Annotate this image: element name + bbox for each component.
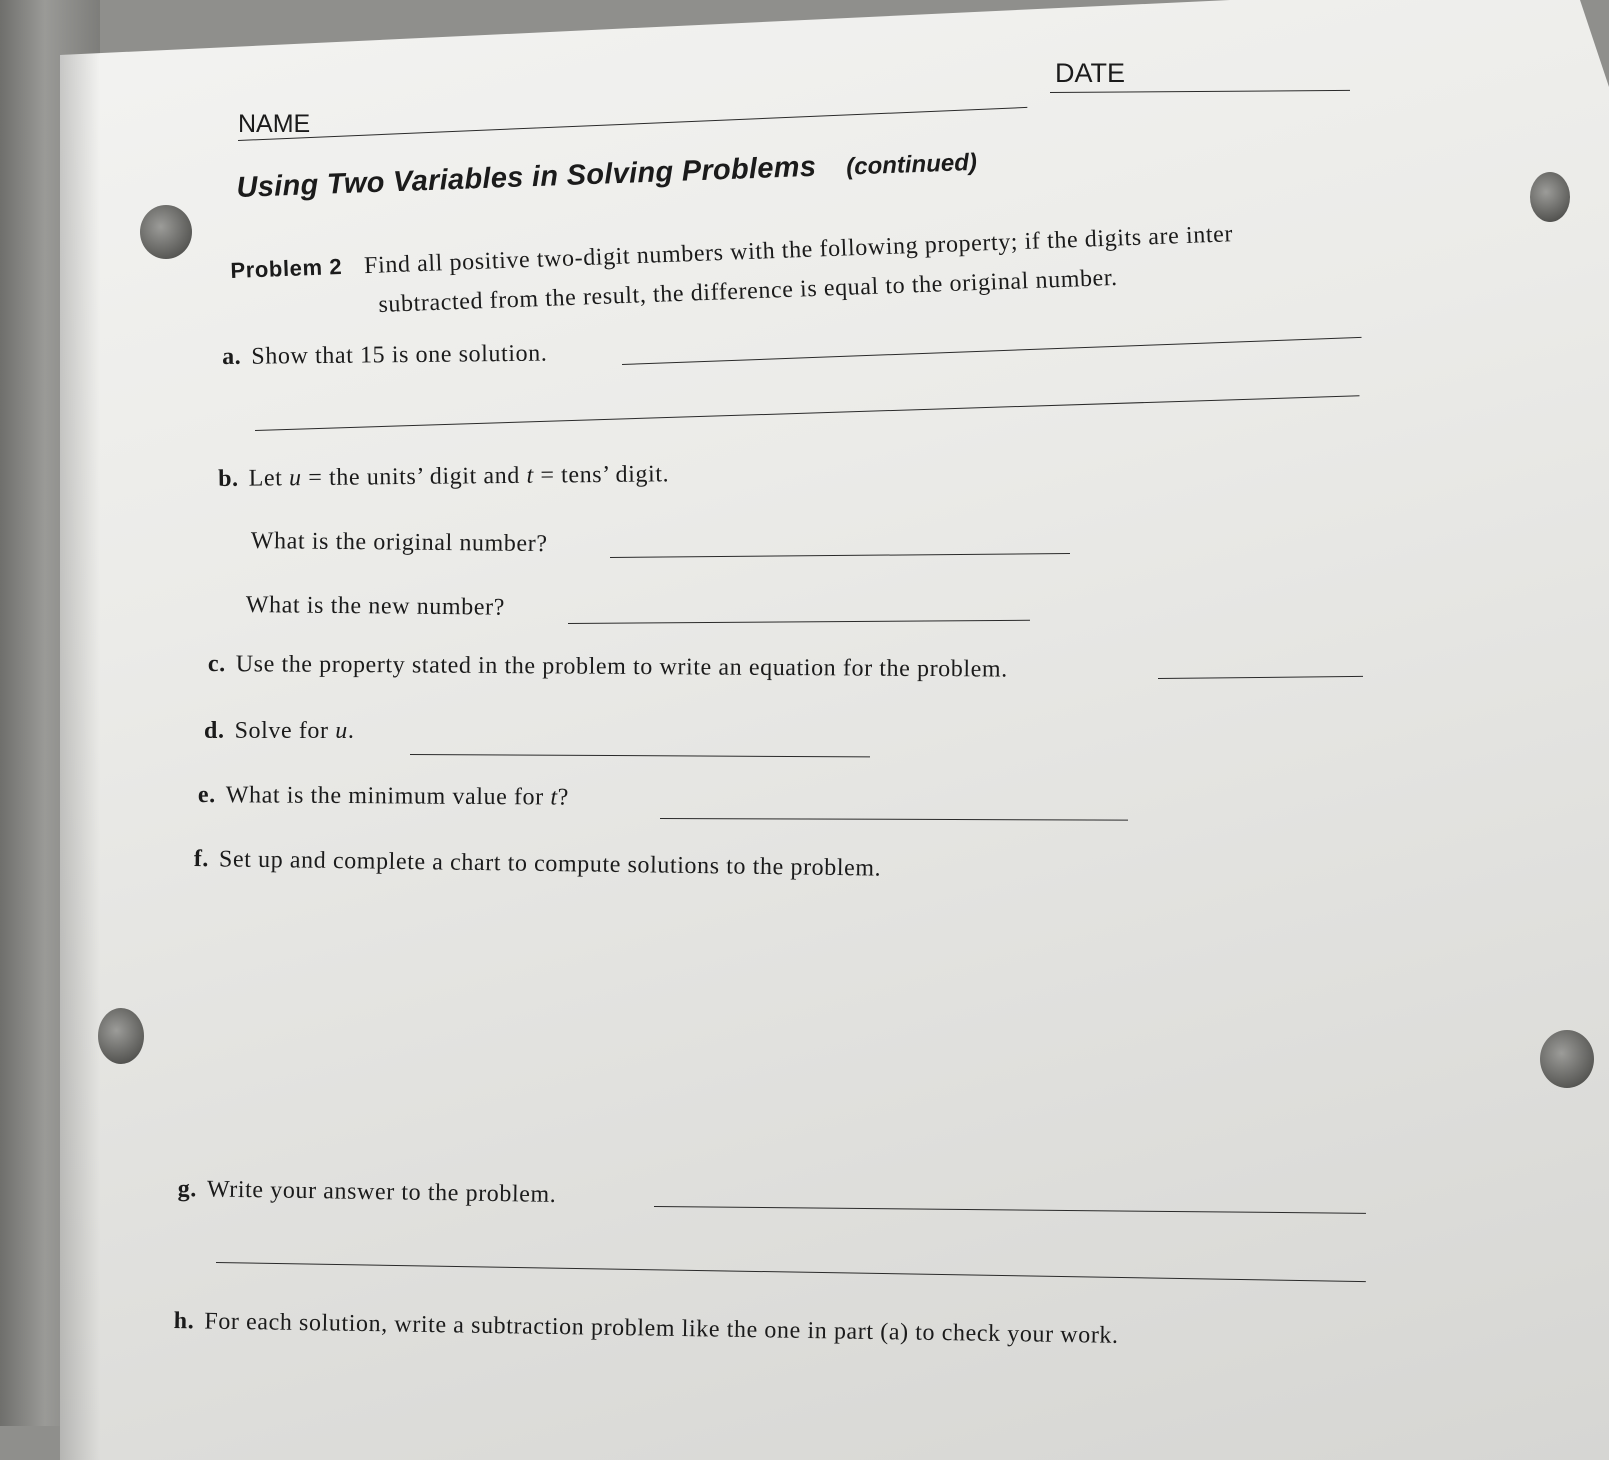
date-field-line[interactable] bbox=[1050, 90, 1350, 93]
part-b-question-1: What is the original number? bbox=[250, 528, 548, 558]
part-d-label: d. bbox=[204, 718, 225, 744]
part-h-label: h. bbox=[173, 1308, 195, 1335]
problem-text-line2: subtracted from the result, the difference is equal to the original number. bbox=[378, 264, 1119, 318]
part-b-text-post: = tens’ digit. bbox=[533, 461, 670, 489]
part-b-var-t: t bbox=[526, 462, 534, 489]
name-field-line[interactable] bbox=[238, 107, 1027, 141]
part-d-text-end: . bbox=[347, 718, 355, 744]
part-b-text-pre: Let bbox=[248, 465, 290, 492]
part-b-var-u: u bbox=[288, 465, 302, 492]
part-b-question-2: What is the new number? bbox=[245, 592, 506, 621]
name-label: NAME bbox=[238, 110, 311, 138]
part-f bbox=[194, 846, 882, 883]
worksheet-title: Using Two Variables in Solving Problems bbox=[236, 150, 817, 204]
part-e-answer-line[interactable] bbox=[660, 818, 1128, 821]
part-g-text: Write your answer to the problem. bbox=[206, 1176, 557, 1208]
part-a-label: a. bbox=[222, 343, 242, 370]
part-g-answer-line-1[interactable] bbox=[654, 1206, 1366, 1214]
part-a bbox=[222, 341, 548, 371]
part-b-text-mid: = the units’ digit and bbox=[301, 462, 527, 492]
part-d-text: Solve for bbox=[234, 718, 336, 744]
problem-text-line1: Find all positive two-digit numbers with the following property; if the digits are inter bbox=[363, 221, 1234, 280]
part-c bbox=[208, 651, 1008, 684]
part-h-text: For each solution, write a subtraction problem like the one in part (a) to check your work. bbox=[204, 1308, 1119, 1349]
date-label: DATE bbox=[1055, 58, 1126, 88]
part-c-text: Use the property stated in the problem to write an equation for the problem. bbox=[235, 651, 1008, 683]
part-f-label: f. bbox=[193, 846, 210, 873]
part-b-answer-line-1[interactable] bbox=[610, 553, 1070, 558]
part-f-text: Set up and complete a chart to compute solutions to the problem. bbox=[218, 846, 882, 882]
part-b bbox=[218, 461, 669, 493]
part-e-text: What is the minimum value for bbox=[225, 782, 551, 811]
part-d-var: u bbox=[335, 718, 348, 744]
part-a-answer-line-2[interactable] bbox=[255, 395, 1359, 431]
part-e bbox=[198, 782, 569, 812]
part-b-answer-line-2[interactable] bbox=[568, 620, 1030, 624]
part-a-text: Show that 15 is one solution. bbox=[251, 340, 548, 370]
part-g-label: g. bbox=[177, 1176, 198, 1203]
part-d bbox=[204, 718, 354, 745]
part-d-answer-line[interactable] bbox=[410, 754, 870, 757]
part-b-label: b. bbox=[218, 465, 239, 492]
part-g bbox=[178, 1176, 557, 1209]
part-e-text-end: ? bbox=[557, 784, 570, 811]
problem-label: Problem 2 bbox=[230, 253, 343, 283]
part-c-label: c. bbox=[207, 651, 226, 678]
part-g-answer-line-2[interactable] bbox=[216, 1262, 1366, 1282]
worksheet-title-suffix: (continued) bbox=[845, 148, 978, 181]
part-c-answer-line[interactable] bbox=[1158, 676, 1363, 679]
part-a-answer-line-1[interactable] bbox=[622, 337, 1362, 365]
worksheet-title-row bbox=[236, 145, 977, 205]
part-e-label: e. bbox=[197, 782, 216, 809]
part-h bbox=[174, 1308, 1119, 1350]
part-e-var: t bbox=[550, 784, 558, 811]
